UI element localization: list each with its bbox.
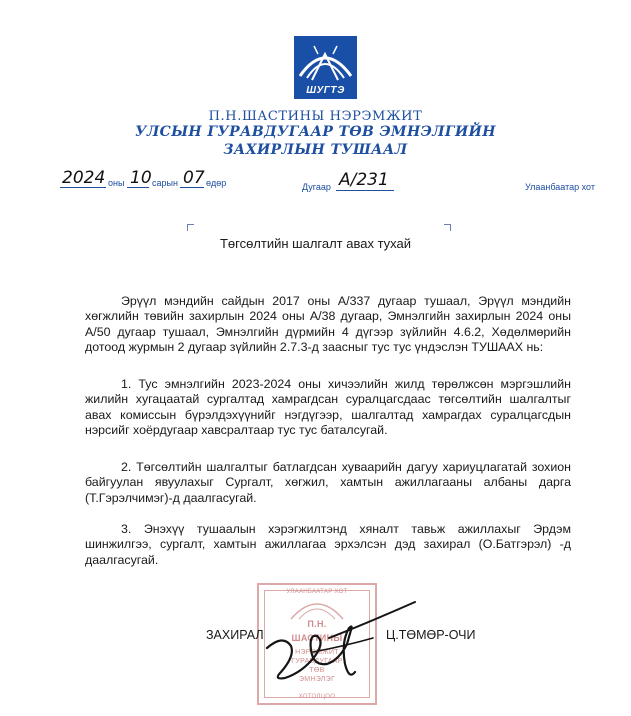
header-line-2: УЛСЫН ГУРАВДУГААР ТӨВ ЭМНЭЛГИЙН (135, 124, 496, 140)
hospital-logo (294, 36, 357, 99)
stamp-top-text: УЛААНБААТАР ХОТ (286, 589, 348, 595)
month-label: сарын (152, 178, 178, 188)
number-label: Дугаар (302, 182, 331, 192)
date-year: 2024 (62, 168, 106, 188)
city-label: Улаанбаатар хот (525, 182, 595, 192)
handwritten-signature-icon (255, 594, 425, 694)
stamp-line-3: НЭРЭМЖИТ (295, 649, 339, 656)
corner-mark-left (187, 224, 194, 231)
paragraph-item-2: 2. Төгсөлтийн шалгалтыг батлагдсан хуваарийн дагуу хариуцлагатай зохион байгуулан явуулахыг Сургалт, хөгжил, хамтын ажиллагааны албаны дарга (Т.Гэрэлчимэг)-д даалгасугай. (85, 460, 571, 505)
header-line-3: ЗАХИРЛЫН ТУШААЛ (223, 142, 408, 158)
signatory-title: ЗАХИРАЛ (206, 628, 264, 642)
stamp-line-4: ГУРАВДУГААР (291, 658, 343, 665)
stamp-line-1: П.Н. (307, 619, 327, 629)
paragraph-preamble: Эрүүл мэндийн сайдын 2017 оны А/337 дугаар тушаал, Эрүүл мэндийн хөгжлийн төвийн захирлын 2024 оны А/38 дугаар, Эмнэлгийн захирлын 2024 оны А/50 дугаар тушаал, Эмнэлгийн дүрмийн 4 дүгээр зүйлийн 4.6.2, Хөдөлмөрийн дотоод журмын 2 дугаар зүйлийн 2.7.3-д заасныг тус тус үндэслэн ТУШААХ нь: (85, 294, 571, 355)
date-day: 07 (183, 168, 205, 188)
header-line-1: П.Н.ШАСТИНЫ НЭРЭМЖИТ (208, 109, 423, 124)
paragraph-item-3: 3. Энэхүү тушаалын хэрэгжилтэнд хяналт тавьж ажиллахыг Эрдэм шинжилгээ, сургалт, хамтын ажиллагаа эрхэлсэн дэд захирал (О.Батгэрэл) -д даалгасугай. (85, 522, 571, 567)
stamp-line-2: ШАСТИНЫ (291, 633, 343, 643)
year-label: оны (108, 178, 125, 188)
order-subject: Төгсөлтийн шалгалт авах тухай (219, 236, 412, 251)
corner-mark-right (444, 224, 451, 231)
day-label: өдөр (206, 178, 227, 188)
paragraph-item-1: 1. Тус эмнэлгийн 2023-2024 оны хичээлийн жилд төрөлжсөн мэргэшлийн жилийн хугацаатай сургалтад хамрагдсан суралцагсдаас төгсөлтийн шалгалтыг авах комиссын бүрэлдэхүүнийг нэгдүгээр, шалгалтад хамрагдах суралцагсдын нэрсийг хоёрдугаар хавсралтаар тус тус баталсугай. (85, 377, 571, 438)
stamp-line-6: ЭМНЭЛЭГ (298, 676, 336, 683)
signatory-name: Ц.ТӨМӨР-ОЧИ (386, 628, 476, 642)
stamp-line-5: ТӨВ (309, 667, 325, 674)
logo-text: ШУГТЭ (306, 85, 345, 96)
stamp-bottom-text: ХОТОЛЦОО (298, 694, 336, 700)
order-number: А/231 (339, 170, 389, 190)
date-month: 10 (130, 168, 152, 188)
